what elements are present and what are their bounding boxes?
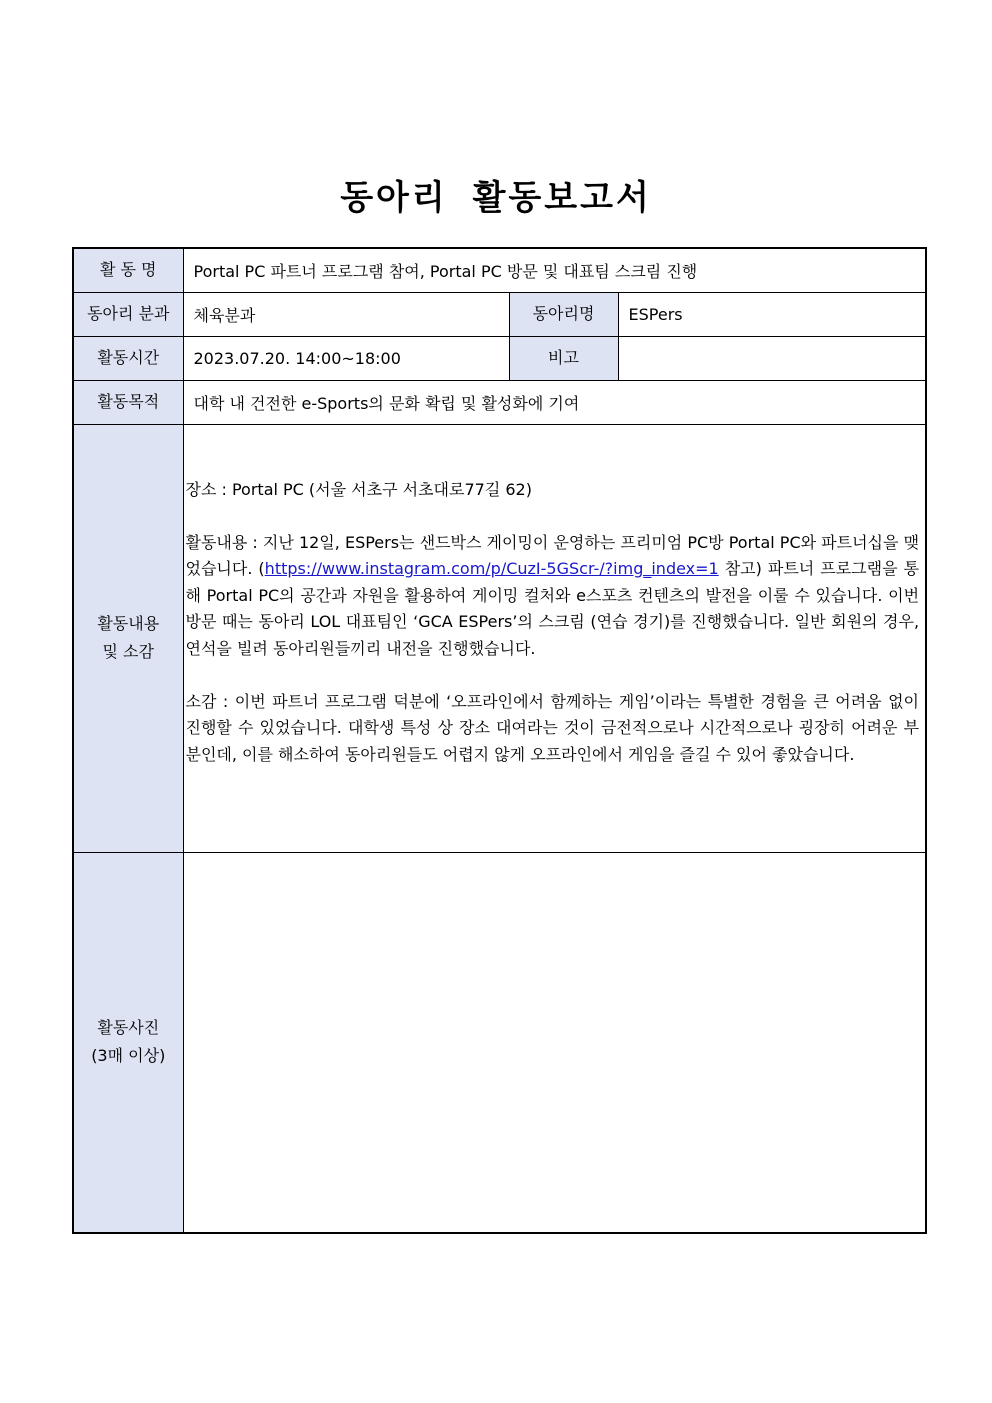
content-label [73,424,183,852]
photos-label [73,852,183,1233]
content-label-line1: 활동내용 [97,614,160,633]
content-body [183,424,926,852]
activity-name-value: Portal PC 파트너 프로그램 참여, Portal PC 방문 및 대표팀 스크림 진행 [183,248,926,292]
club-name-label: 동아리명 [509,292,618,336]
purpose-label: 활동목적 [73,380,183,424]
report-table [72,247,927,1234]
row-time [73,336,926,380]
note-label: 비고 [509,336,618,380]
location-paragraph: 장소 : Portal PC (서울 서초구 서초대로77길 62) [185,479,532,499]
page-title: 동아리 활동보고서 [340,178,652,218]
activity-paragraph [186,530,920,663]
time-value: 2023.07.20. 14:00~18:00 [183,336,509,380]
activity-text-pre: 활동내용 : 지난 12일, ESPers는 샌드박스 게이밍이 운영하는 프리미엄 PC방 Portal PC와 파트너십을 맺었습니다. ( [185,532,920,578]
instagram-link[interactable]: https://www.instagram.com/p/CuzI-5GScr-/?img_index=1 [264,559,719,578]
purpose-value: 대학 내 건전한 e-Sports의 문화 확립 및 활성화에 기여 [183,380,926,424]
content-label-line2: 및 소감 [102,642,154,661]
row-photos [73,852,926,1233]
row-purpose [73,380,926,424]
photos-label-line2: (3매 이상) [91,1046,166,1066]
row-activity-name [73,248,926,292]
photos-area [183,852,926,1233]
row-division [73,292,926,336]
club-name-value: ESPers [618,292,926,336]
division-label: 동아리 분과 [73,292,183,336]
note-value [618,336,926,380]
time-label: 활동시간 [73,336,183,380]
impression-paragraph: 소감 : 이번 파트너 프로그램 덕분에 ‘오프라인에서 함께하는 게임’이라는 특별한 경험을 큰 어려움 없이 진행할 수 있었습니다. 대학생 특성 상 장소 대여라는 것이 금전적으로나 시간적으로나 굉장히 어려운 부분인데, 이를 해소하여 동아리원들도 어렵지 않게 오프라인에서 게임을 즐길 수 있어 좋았습니다. [185,691,920,764]
activity-name-label: 활 동 명 [73,248,183,292]
photos-label-line1: 활동사진 [97,1018,160,1038]
activity-text-post: 참고) 파트너 프로그램을 통해 Portal PC의 공간과 자원을 활용하여 게이밍 컬처와 e스포츠 컨텐츠의 발전을 이룰 수 있습니다. 이번 방문 때는 동아리 LOL 대표팀인 ‘GCA ESPers’의 스크림 (연습 경기)를 진행했습니다. 일반 회원의 경우, 연석을 빌려 동아리원들끼리 내전을 진행했습니다. [185,559,920,658]
division-value: 체육분과 [183,292,509,336]
row-content [73,424,926,852]
